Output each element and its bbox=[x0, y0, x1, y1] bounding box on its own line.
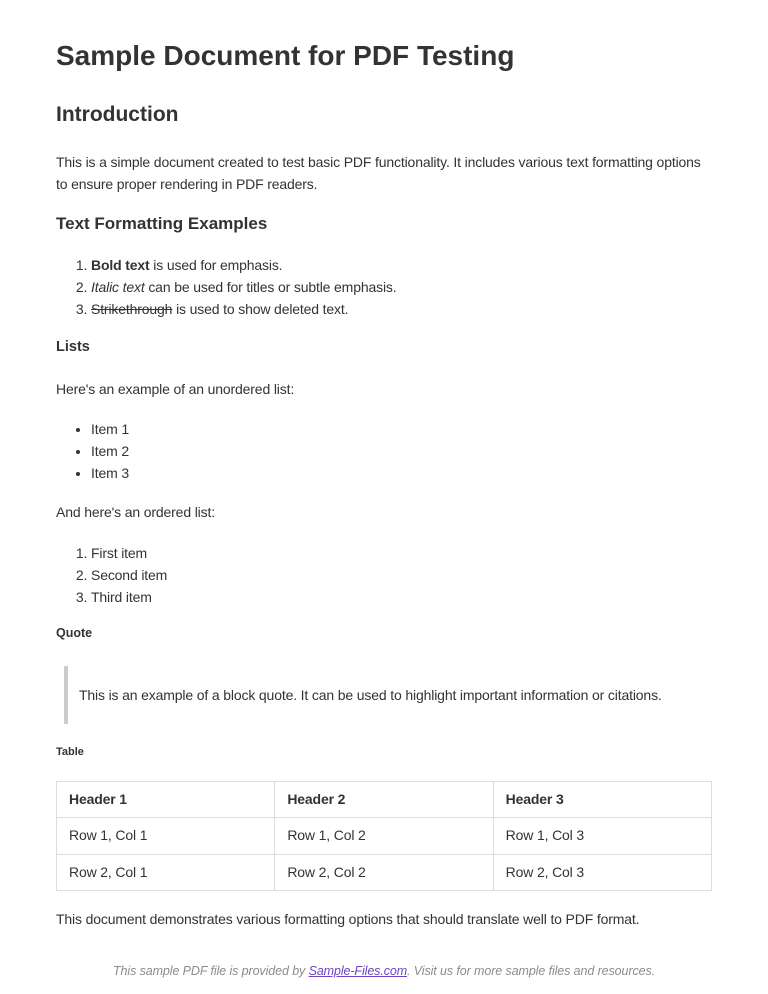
introduction-paragraph: This is a simple document created to test basic PDF functionality. It includes various text formatting options to ensure proper rendering in PDF readers. bbox=[56, 154, 701, 192]
section-heading-introduction: Introduction bbox=[56, 103, 179, 127]
section-heading-formatting: Text Formatting Examples bbox=[56, 214, 268, 234]
section-heading-table: Table bbox=[56, 745, 84, 758]
closing-paragraph: This document demonstrates various formatting options that should translate well to PDF format. bbox=[56, 911, 640, 928]
list-item-bold-example bbox=[91, 255, 712, 277]
list-item: 1. First item bbox=[91, 543, 712, 565]
sample-files-link[interactable]: Sample-Files.com bbox=[308, 963, 408, 978]
list-item-italic-example bbox=[91, 277, 712, 299]
list-item: • Item 3 bbox=[91, 463, 712, 485]
table-header-row bbox=[57, 781, 712, 818]
table-cell: Row 2, Col 3 bbox=[493, 854, 711, 891]
strikethrough-example-rest: is used to show deleted text. bbox=[172, 300, 349, 317]
table-header-cell: Header 2 bbox=[275, 781, 493, 818]
table-header-cell: Header 1 bbox=[57, 781, 275, 818]
ordered-list-intro: And here's an ordered list: bbox=[56, 504, 215, 521]
italic-text-sample: Italic text bbox=[91, 278, 145, 295]
formatting-examples-list bbox=[56, 255, 712, 320]
italic-example-rest: can be used for titles or subtle emphasis. bbox=[144, 278, 397, 295]
page-title: Sample Document for PDF Testing bbox=[56, 40, 515, 71]
bold-text-sample: Bold text bbox=[91, 257, 150, 274]
list-item: 3. Third item bbox=[91, 587, 712, 609]
section-heading-lists: Lists bbox=[56, 338, 90, 355]
unordered-list bbox=[56, 419, 712, 484]
table-cell: Row 1, Col 2 bbox=[275, 818, 493, 855]
list-item: • Item 1 bbox=[91, 419, 712, 441]
footer-text-prefix: This sample PDF file is provided by bbox=[113, 963, 309, 978]
list-item-strikethrough-example bbox=[91, 299, 712, 321]
block-quote-text: This is an example of a block quote. It can be used to highlight important information or citations. bbox=[79, 687, 662, 704]
document-footer bbox=[56, 964, 712, 978]
table-cell: Row 2, Col 1 bbox=[57, 854, 275, 891]
table-row bbox=[57, 854, 712, 891]
list-item: 2. Second item bbox=[91, 565, 712, 587]
bold-example-rest: is used for emphasis. bbox=[149, 257, 283, 274]
ordered-list bbox=[56, 543, 712, 608]
unordered-list-intro: Here's an example of an unordered list: bbox=[56, 380, 295, 397]
list-item: • Item 2 bbox=[91, 441, 712, 463]
section-heading-quote: Quote bbox=[56, 626, 93, 641]
demo-table bbox=[56, 781, 712, 892]
strikethrough-text-sample: Strikethrough bbox=[91, 300, 173, 317]
footer-text-suffix: . Visit us for more sample files and resources. bbox=[407, 963, 655, 978]
table-cell: Row 2, Col 2 bbox=[275, 854, 493, 891]
table-cell: Row 1, Col 1 bbox=[57, 818, 275, 855]
table-header-cell: Header 3 bbox=[493, 781, 711, 818]
table-cell: Row 1, Col 3 bbox=[493, 818, 711, 855]
block-quote bbox=[64, 666, 712, 724]
table-row bbox=[57, 818, 712, 855]
